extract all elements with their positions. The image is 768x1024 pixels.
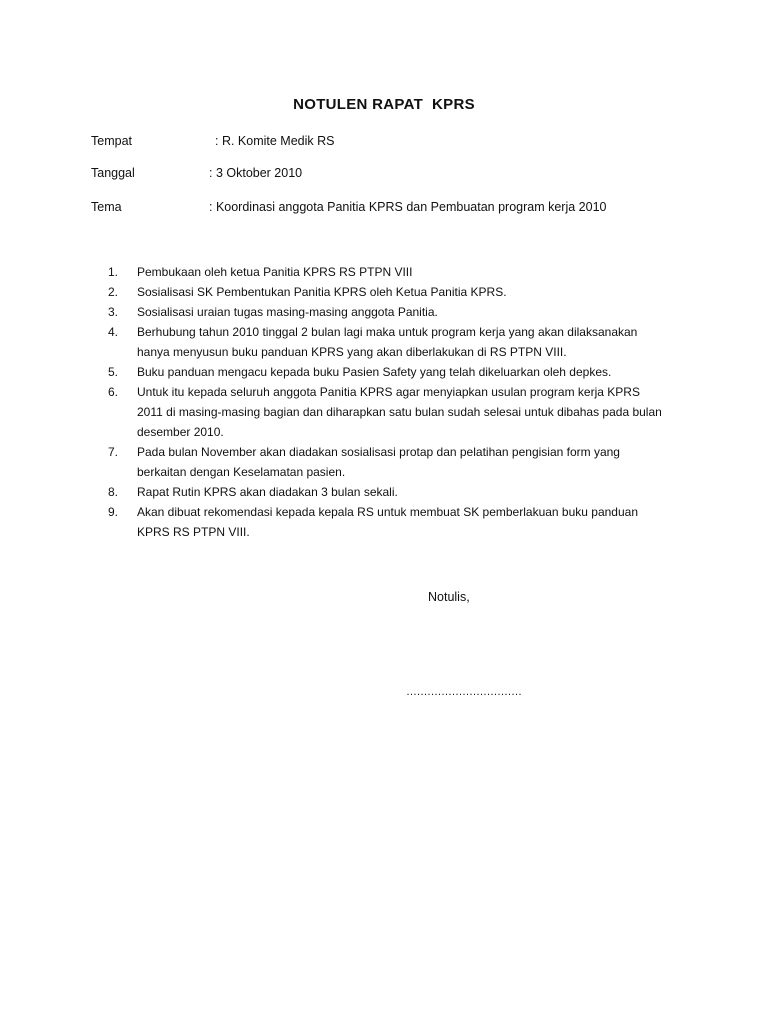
agenda-item-number: 2. xyxy=(108,285,119,299)
agenda-item-text: Buku panduan mengacu kepada buku Pasien Safety yang telah dikeluarkan oleh depkes. xyxy=(137,365,612,379)
agenda-item-number: 6. xyxy=(108,385,119,399)
agenda-item-number: 1. xyxy=(108,265,119,279)
agenda-item-number: 5. xyxy=(108,365,119,379)
signature-placeholder: …………………………… xyxy=(406,686,522,698)
meta-tempat-row xyxy=(91,133,334,149)
agenda-item xyxy=(108,362,668,382)
tema-label: Tema xyxy=(91,200,122,214)
agenda-item xyxy=(108,282,668,302)
agenda-item-text: Rapat Rutin KPRS akan diadakan 3 bulan sekali. xyxy=(137,485,398,499)
agenda-item-text: Sosialisasi uraian tugas masing-masing anggota Panitia. xyxy=(137,305,438,319)
notulis-label: Notulis, xyxy=(428,590,470,604)
tempat-value: : R. Komite Medik RS xyxy=(215,134,335,148)
tema-value: : Koordinasi anggota Panitia KPRS dan Pembuatan program kerja 2010 xyxy=(209,200,607,214)
agenda-item-number: 7. xyxy=(108,445,119,459)
agenda-item-number: 3. xyxy=(108,305,119,319)
document-title: NOTULEN RAPAT KPRS xyxy=(293,96,475,113)
meta-tema-row xyxy=(91,199,606,215)
agenda-item-number: 8. xyxy=(108,485,119,499)
tanggal-label: Tanggal xyxy=(91,166,135,180)
agenda-item-text: Pada bulan November akan diadakan sosialisasi protap dan pelatihan pengisian form yang berkaitan dengan Keselamatan pasien. xyxy=(137,445,620,479)
agenda-item xyxy=(108,262,668,282)
meta-tanggal-row xyxy=(91,165,302,181)
agenda-list xyxy=(108,262,668,542)
tempat-label: Tempat xyxy=(91,134,132,148)
agenda-item-text: Pembukaan oleh ketua Panitia KPRS RS PTPN VIII xyxy=(137,265,413,279)
agenda-item-text: Sosialisasi SK Pembentukan Panitia KPRS oleh Ketua Panitia KPRS. xyxy=(137,285,507,299)
agenda-item-text: Untuk itu kepada seluruh anggota Panitia KPRS agar menyiapkan usulan program kerja KPRS 2011 di masing-masing bagian dan diharapkan satu bulan sudah selesai untuk dibahas pada bulan desember 2010. xyxy=(137,385,662,439)
agenda-item xyxy=(108,322,668,362)
agenda-item-number: 9. xyxy=(108,505,119,519)
agenda-item xyxy=(108,382,668,442)
agenda-item-text: Akan dibuat rekomendasi kepada kepala RS untuk membuat SK pemberlakuan buku panduan KPRS RS PTPN VIII. xyxy=(137,505,638,539)
agenda-item-number: 4. xyxy=(108,325,119,339)
tanggal-value: : 3 Oktober 2010 xyxy=(209,166,303,180)
agenda-item-text: Berhubung tahun 2010 tinggal 2 bulan lagi maka untuk program kerja yang akan dilaksanakan hanya menyusun buku panduan KPRS yang akan diberlakukan di RS PTPN VIII. xyxy=(137,325,638,359)
agenda-item xyxy=(108,302,668,322)
agenda-item xyxy=(108,482,668,502)
agenda-item xyxy=(108,442,668,482)
agenda-item xyxy=(108,502,668,542)
